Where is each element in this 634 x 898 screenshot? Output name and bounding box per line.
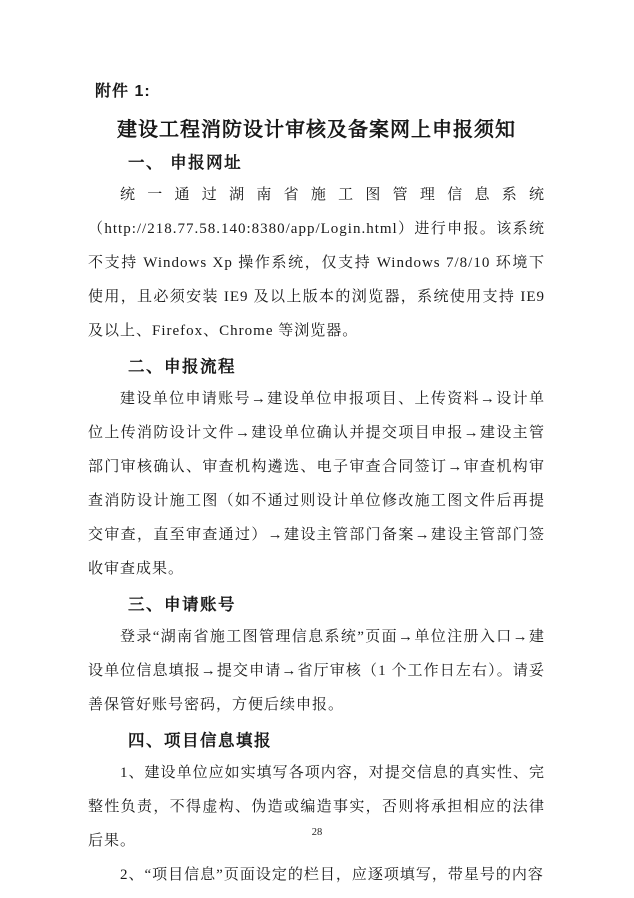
page-number: 28 bbox=[311, 827, 323, 838]
section-project-info bbox=[88, 726, 545, 892]
page-footer bbox=[0, 822, 634, 840]
section-heading-project-info: 四、项目信息填报 bbox=[128, 732, 272, 750]
section-heading-application-url: 一、 申报网址 bbox=[128, 154, 243, 172]
section-account-request bbox=[88, 590, 545, 722]
document-title: 建设工程消防设计审核及备案网上申报须知 bbox=[117, 119, 516, 141]
section-paragraph: 登录“湖南省施工图管理信息系统”页面→单位注册入口→建设单位信息填报→提交申请→省厅审核（1 个工作日左右）。请妥善保管好账号密码，方便后续申报。 bbox=[88, 629, 545, 713]
section-paragraph: 1、建设单位应如实填写各项内容，对提交信息的真实性、完整性负责，不得虚构、伪造或编造事实，否则将承担相应的法律后果。 bbox=[88, 765, 545, 849]
section-paragraph: 统一通过湖南省施工图管理信息系统（http://218.77.58.140:8380/app/Login.html）进行申报。该系统不支持 Windows Xp 操作系统，仅支持 Windows 7/8/10 环境下使用，且必须安装 IE9 及以上版本的浏览器，系统使用支持 IE9 及以上、Firefox、Chrome 等浏览器。 bbox=[88, 187, 545, 339]
section-paragraph: 2、“项目信息”页面设定的栏目，应逐项填写，带星号的内容 bbox=[120, 867, 544, 883]
section-paragraph: 建设单位申请账号→建设单位申报项目、上传资料→设计单位上传消防设计文件→建设单位确认并提交项目申报→建设主管部门审核确认、审查机构遴选、电子审查合同签订→审查机构审查消防设计施工图（如不通过则设计单位修改施工图文件后再提交审查，直至审查通过）→建设主管部门备案→建设主管部门签收审查成果。 bbox=[88, 391, 545, 577]
attachment-label: 附件 1: bbox=[95, 83, 151, 100]
section-heading-application-process: 二、申报流程 bbox=[128, 358, 236, 376]
section-heading-account-request: 三、申请账号 bbox=[128, 596, 236, 614]
section-application-url bbox=[88, 148, 545, 348]
section-application-process bbox=[88, 352, 545, 586]
